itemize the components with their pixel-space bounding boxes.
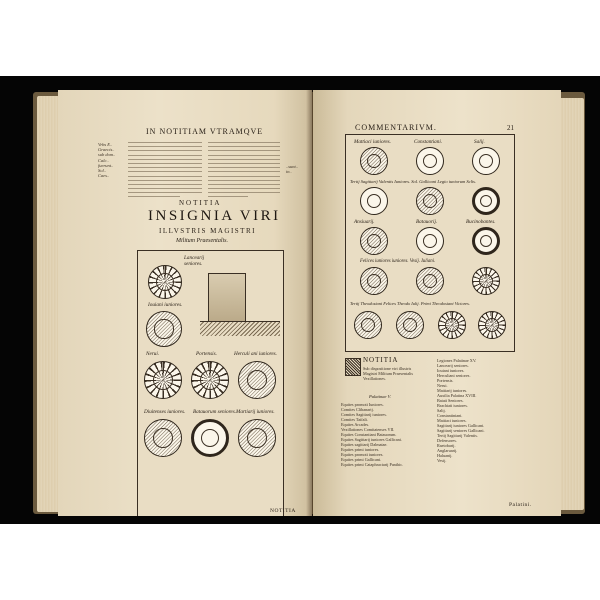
- roundel-1: [360, 147, 388, 175]
- section-title: INSIGNIA VIRI: [148, 208, 281, 224]
- woodcut-plate: [137, 250, 284, 516]
- roundel-4: [360, 187, 388, 215]
- band-3: Tertij Theodosiani Felices Theodo Iulij. Primi Theodosiani Victores.: [350, 301, 470, 306]
- margin-note-right: ..sunt.. in..: [286, 164, 299, 175]
- roundel-9: [472, 227, 500, 255]
- text-block-left-col2: [208, 142, 280, 201]
- label-row3-a: Ansiuarij.: [354, 219, 375, 225]
- catchword-right: Palatini.: [509, 502, 532, 508]
- label-row1-c: Salij.: [474, 139, 485, 145]
- section-subtitle: ILLVSTRIS MAGISTRI: [159, 227, 256, 235]
- roundel-2: [416, 147, 444, 175]
- notitia-text: Sub dispositione viri illustris Magistri Militum Praesentalis Vexillationes.: [363, 366, 414, 381]
- roundel-5: [416, 187, 444, 215]
- shield-porturiis: [191, 361, 229, 399]
- roundel-15: [438, 311, 466, 339]
- roundel-10: [360, 267, 388, 295]
- roundel-11: [416, 267, 444, 295]
- list-right: Legiones Palatinae XV. Lancearij seniores. Iouiani iuniores. Herculiani seniores. Portensis. Nerui. Mattiarij iuniores. Auxilia Palatina XVIII. Batati Seniores. Brachiati iuniores. Salij. Constantiniani. Mattiaci iuniores. Sagittarij iuniores Gallicani. Sagittarij seniores Gallicani. Tertij Sagittarij Valentis. Defensores. Raetobarij. Anglaruarij. Haluanij. Vesij.: [437, 358, 485, 463]
- label-herculiani: Herculi ani iuniores.: [234, 351, 277, 357]
- shield-diuitenses: [144, 419, 182, 457]
- margin-note-left: Vrbs E.. Graecis.. sub dom.. Calc.. fuerunt.. Sol.. Caes..: [98, 142, 116, 179]
- left-page: [58, 90, 312, 516]
- running-head-left: IN NOTITIAM VTRAMQVE: [146, 127, 264, 136]
- shield-lanceary: [148, 265, 182, 299]
- shield-iouiani: [146, 311, 182, 347]
- notitia-heading: NOTITIA: [363, 356, 399, 364]
- ground-hatching: [200, 321, 280, 336]
- shield-herculiani: [238, 361, 276, 399]
- section-subtitle-2: Militum Praesentalis.: [176, 238, 228, 244]
- label-porturiis: Portensis.: [196, 351, 217, 357]
- section-title-small: NOTITIA: [179, 199, 222, 207]
- label-nerui: Nerui.: [146, 351, 160, 357]
- label-row1-b: Constantiani.: [414, 139, 443, 145]
- label-row3-b: Batauorij.: [416, 219, 438, 225]
- running-head-right: COMMENTARIVM.: [355, 123, 437, 132]
- label-iouiani: Iouiani iuniores.: [148, 302, 183, 308]
- catchword-left: NOTITIA: [270, 508, 296, 514]
- label-martij: Martiarij iuniores.: [236, 409, 275, 415]
- roundel-12: [472, 267, 500, 295]
- shield-nerui: [144, 361, 182, 399]
- photograph: [0, 76, 600, 524]
- right-page: [313, 90, 561, 516]
- label-diuitenses: Diuitenses iuniores.: [144, 409, 186, 415]
- band-2: Felices iuniores iuniores. Vesij. Iuliani.: [360, 259, 436, 264]
- page-number: 21: [507, 124, 514, 132]
- roundel-6: [472, 187, 500, 215]
- shield-martij: [238, 419, 276, 457]
- text-block-left-col1: [128, 142, 202, 201]
- label-batauorum: Batauorum seniores.: [193, 409, 237, 415]
- monument-icon: [208, 273, 246, 325]
- label-row3-c: Bucinobantes.: [466, 219, 496, 225]
- roundel-3: [472, 147, 500, 175]
- roundel-16: [478, 311, 506, 339]
- notitia-sub: Palatinae V.: [369, 394, 391, 399]
- roundel-plate: [345, 134, 515, 352]
- label-lanceary: Lancearij seniores.: [184, 255, 205, 267]
- roundel-13: [354, 311, 382, 339]
- decorated-initial: [345, 358, 361, 376]
- label-row1-a: Mattiaci iuniores.: [354, 139, 391, 145]
- shield-batauorum: [191, 419, 229, 457]
- roundel-14: [396, 311, 424, 339]
- roundel-7: [360, 227, 388, 255]
- roundel-8: [416, 227, 444, 255]
- list-left: Equites promoti Iuniores. Comites Clibanarij. Comites Sagittarij iuniores. Comites Taifali. Equites Arcades. Vexillationes Comitatenses VII. Equites Constantiani Batauorum. Equites Sagittarij iuniores Gallicani. Equites sagittarij Dalmatae. Equites primi iuniores. Equites promoti iuniores. Equites primi Gallicani. Equites primi Cataphractarij Panthic.: [341, 402, 404, 467]
- band-1: Tertij Sagittarij Valentis Iuniores. Sol. Gallicani Legio iuniorum Sclis.: [350, 179, 477, 184]
